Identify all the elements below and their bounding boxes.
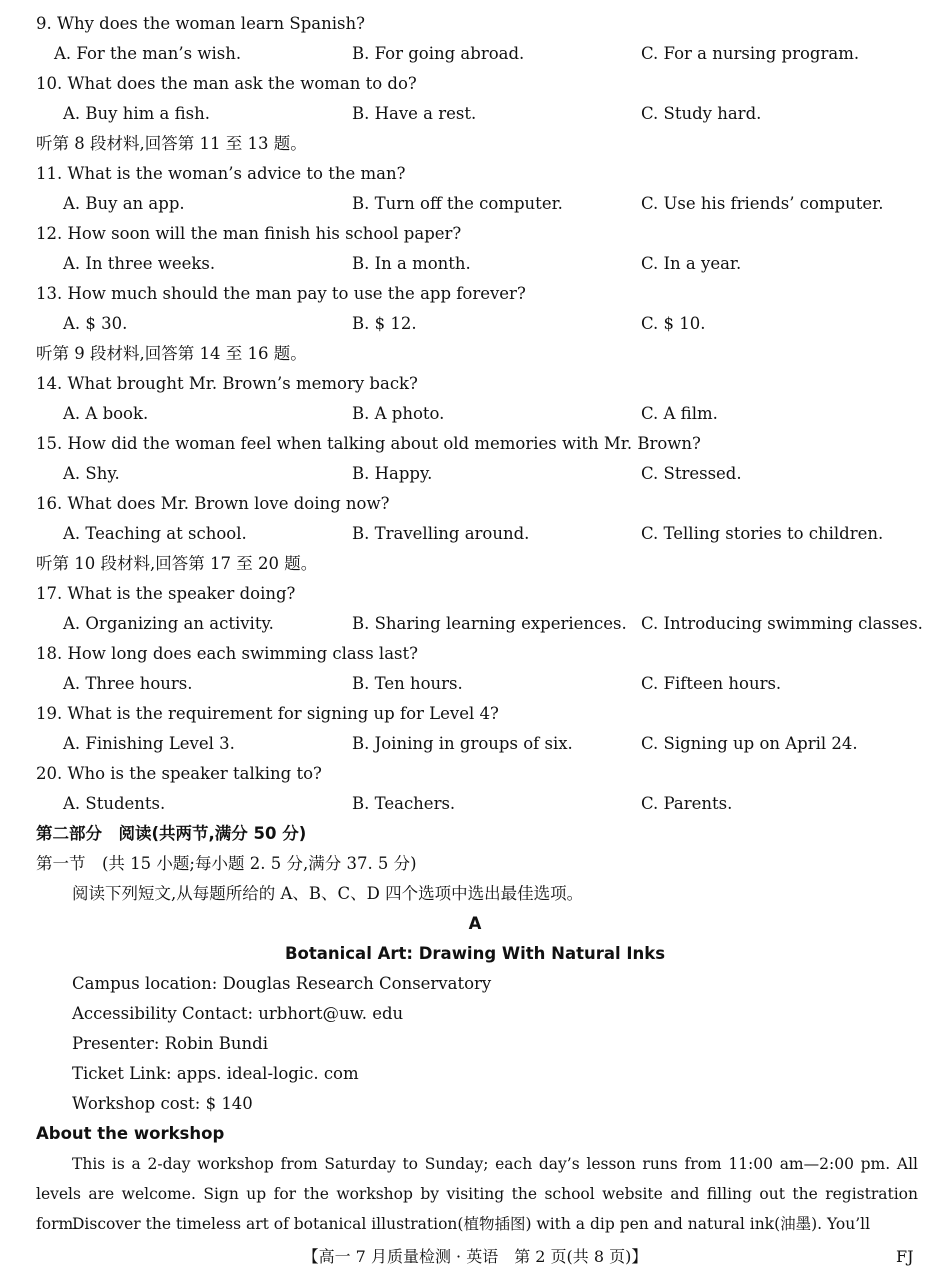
section-instruction: 听第 9 段材料,回答第 14 至 16 题。 — [36, 344, 307, 363]
option-a: A. Organizing an activity. — [63, 614, 274, 633]
option-a: A. $ 30. — [63, 314, 128, 333]
option-c: C. Introducing swimming classes. — [641, 614, 923, 633]
page-footer: 【高一 7 月质量检测 · 英语 第 2 页(共 8 页)】 — [302, 1247, 648, 1266]
passage-title: Botanical Art: Drawing With Natural Inks — [284, 944, 666, 963]
about-heading: About the workshop — [36, 1124, 225, 1143]
question-12: 12. How soon will the man finish his school paper? — [36, 224, 462, 243]
question-11: 11. What is the woman’s advice to the man? — [36, 164, 406, 183]
option-a: A. Teaching at school. — [63, 524, 247, 543]
section-instruction: 听第 10 段材料,回答第 17 至 20 题。 — [36, 554, 318, 573]
option-b: B. For going abroad. — [352, 44, 525, 63]
paragraph-1: This is a 2-day workshop from Saturday to Sunday; each day’s lesson runs from 11:00 am—2:00 pm. All levels are welcome. Sign up for the workshop by visiting the school website and filling out the registration form. — [36, 1155, 918, 1233]
option-c: C. Parents. — [641, 794, 733, 813]
option-a: A. Shy. — [63, 464, 120, 483]
question-13: 13. How much should the man pay to use the app forever? — [36, 284, 526, 303]
option-a: A. In three weeks. — [63, 254, 216, 273]
option-c: C. Telling stories to children. — [641, 524, 884, 543]
option-c: C. For a nursing program. — [641, 44, 860, 63]
question-19: 19. What is the requirement for signing up for Level 4? — [36, 704, 499, 723]
option-c: C. Fifteen hours. — [641, 674, 782, 693]
option-b: B. Have a rest. — [352, 104, 477, 123]
option-b: B. Happy. — [352, 464, 433, 483]
option-b: B. Turn off the computer. — [352, 194, 563, 213]
section-instruction: 听第 8 段材料,回答第 11 至 13 题。 — [36, 134, 307, 153]
option-c: C. Use his friends’ computer. — [641, 194, 884, 213]
info-ticket-link: Ticket Link: apps. ideal-logic. com — [72, 1064, 359, 1083]
info-contact: Accessibility Contact: urbhort@uw. edu — [72, 1004, 404, 1023]
paragraph-2: Discover the timeless art of botanical illustration(植物插图) with a dip pen and natural ink(油墨). You’ll — [72, 1215, 871, 1233]
question-15: 15. How did the woman feel when talking about old memories with Mr. Brown? — [36, 434, 701, 453]
option-a: A. Buy him a fish. — [63, 104, 210, 123]
option-a: A. Students. — [63, 794, 166, 813]
part-heading: 第二部分 阅读(共两节,满分 50 分) — [36, 824, 307, 843]
option-a: A. Three hours. — [63, 674, 193, 693]
info-cost: Workshop cost: $ 140 — [72, 1094, 253, 1113]
info-location: Campus location: Douglas Research Conservatory — [72, 974, 492, 993]
option-b: B. In a month. — [352, 254, 471, 273]
option-b: B. $ 12. — [352, 314, 417, 333]
option-c: C. Signing up on April 24. — [641, 734, 858, 753]
reading-instruction: 阅读下列短文,从每题所给的 A、B、C、D 四个选项中选出最佳选项。 — [72, 884, 584, 903]
info-presenter: Presenter: Robin Bundi — [72, 1034, 268, 1053]
option-c: C. Stressed. — [641, 464, 742, 483]
option-b: B. Teachers. — [352, 794, 456, 813]
option-b: B. Travelling around. — [352, 524, 530, 543]
question-9: 9. Why does the woman learn Spanish? — [36, 14, 365, 33]
passage-label: A — [468, 914, 482, 933]
section-heading: 第一节 (共 15 小题;每小题 2. 5 分,满分 37. 5 分) — [36, 854, 417, 873]
question-14: 14. What brought Mr. Brown’s memory back? — [36, 374, 418, 393]
option-a: A. For the man’s wish. — [54, 44, 242, 63]
footer-code: FJ — [896, 1247, 914, 1266]
option-c: C. In a year. — [641, 254, 742, 273]
option-c: C. $ 10. — [641, 314, 706, 333]
option-b: B. Sharing learning experiences. — [352, 614, 627, 633]
option-c: C. A film. — [641, 404, 718, 423]
option-a: A. A book. — [63, 404, 149, 423]
question-20: 20. Who is the speaker talking to? — [36, 764, 322, 783]
option-b: B. Ten hours. — [352, 674, 463, 693]
option-b: B. Joining in groups of six. — [352, 734, 573, 753]
option-a: A. Finishing Level 3. — [63, 734, 235, 753]
option-b: B. A photo. — [352, 404, 445, 423]
option-c: C. Study hard. — [641, 104, 762, 123]
question-16: 16. What does Mr. Brown love doing now? — [36, 494, 390, 513]
question-10: 10. What does the man ask the woman to do? — [36, 74, 417, 93]
option-a: A. Buy an app. — [63, 194, 185, 213]
question-17: 17. What is the speaker doing? — [36, 584, 296, 603]
question-18: 18. How long does each swimming class last? — [36, 644, 418, 663]
